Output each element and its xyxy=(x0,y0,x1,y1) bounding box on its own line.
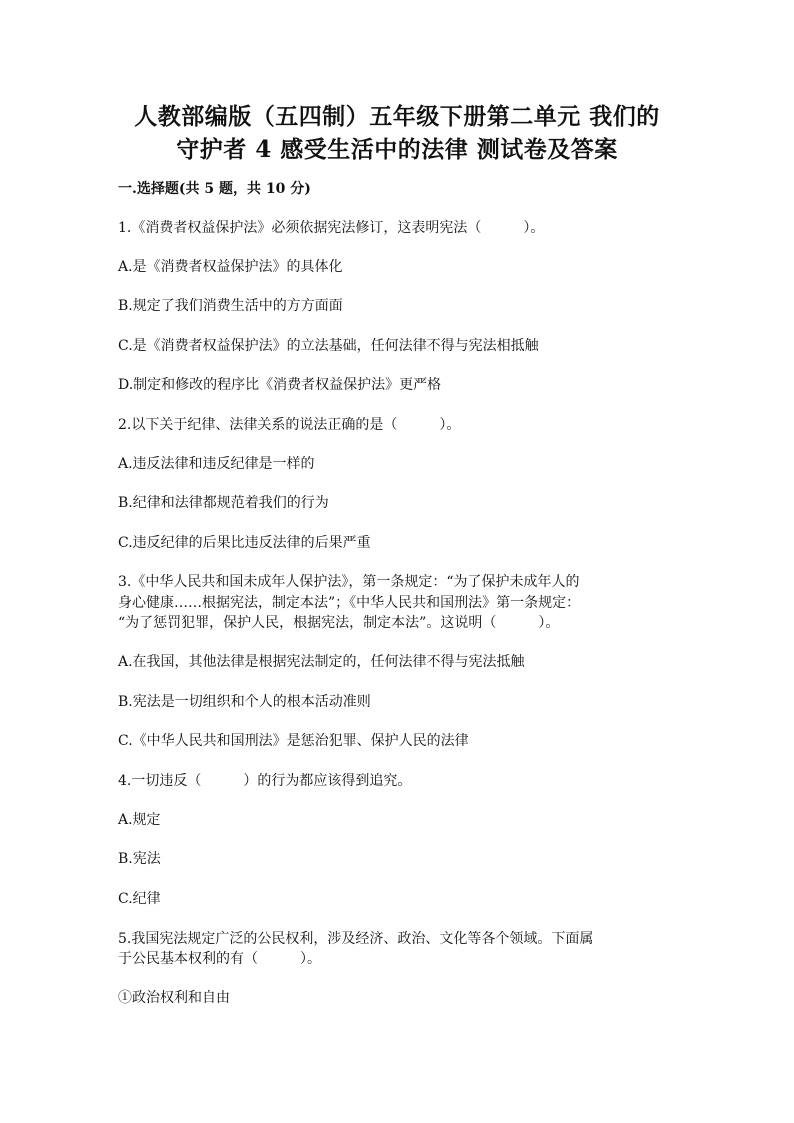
question-3-option-a: A.在我国，其他法律是根据宪法制定的，任何法律不得与宪法抵触 xyxy=(118,654,525,670)
question-3-stem-line-3: “为了惩罚犯罪，保护人民，根据宪法，制定本法”。这说明（ ）。 xyxy=(118,615,560,631)
question-3-stem-line-2: 身心健康……根据宪法，制定本法”；《中华人民共和国刑法》第一条规定： xyxy=(118,595,581,611)
question-1-stem: 1.《消费者权益保护法》必须依据宪法修订，这表明宪法（ ）。 xyxy=(118,220,545,236)
question-5-stem-line-2: 于公民基本权利的有（ ）。 xyxy=(118,951,321,967)
question-1-option-a: A.是《消费者权益保护法》的具体化 xyxy=(118,259,343,275)
question-4-option-a: A.规定 xyxy=(118,812,161,828)
section-heading: 一.选择题(共 5 题，共 10 分) xyxy=(118,181,311,197)
question-1-option-c: C.是《消费者权益保护法》的立法基础，任何法律不得与宪法相抵触 xyxy=(118,338,539,354)
question-2-stem: 2.以下关于纪律、法律关系的说法正确的是（ ）。 xyxy=(118,417,461,433)
question-4-option-b: B.宪法 xyxy=(118,851,161,867)
question-4-stem: 4.一切违反（ ）的行为都应该得到追究。 xyxy=(118,773,412,789)
question-3-stem-line-1: 3.《中华人民共和国未成年人保护法》，第一条规定：“为了保护未成年人的 xyxy=(118,574,580,590)
question-3-option-c: C.《中华人民共和国刑法》是惩治犯罪、保护人民的法律 xyxy=(118,733,469,749)
title-line-2: 守护者 4 感受生活中的法律 测试卷及答案 xyxy=(176,136,618,163)
question-5-option-1: ①政治权利和自由 xyxy=(118,990,230,1006)
title-line-1: 人教部编版（五四制）五年级下册第二单元 我们的 xyxy=(134,103,660,130)
question-1-option-b: B.规定了我们消费生活中的方方面面 xyxy=(118,298,343,314)
question-4-option-c: C.纪律 xyxy=(118,891,161,907)
question-3-option-b: B.宪法是一切组织和个人的根本活动准则 xyxy=(118,694,371,710)
question-1-option-d: D.制定和修改的程序比《消费者权益保护法》更严格 xyxy=(118,377,442,393)
question-5-stem-line-1: 5.我国宪法规定广泛的公民权利，涉及经济、政治、文化等各个领域。下面属 xyxy=(118,931,594,947)
question-2-option-a: A.违反法律和违反纪律是一样的 xyxy=(118,456,315,472)
question-2-option-c: C.违反纪律的后果比违反法律的后果严重 xyxy=(118,535,371,551)
question-2-option-b: B.纪律和法律都规范着我们的行为 xyxy=(118,495,329,511)
